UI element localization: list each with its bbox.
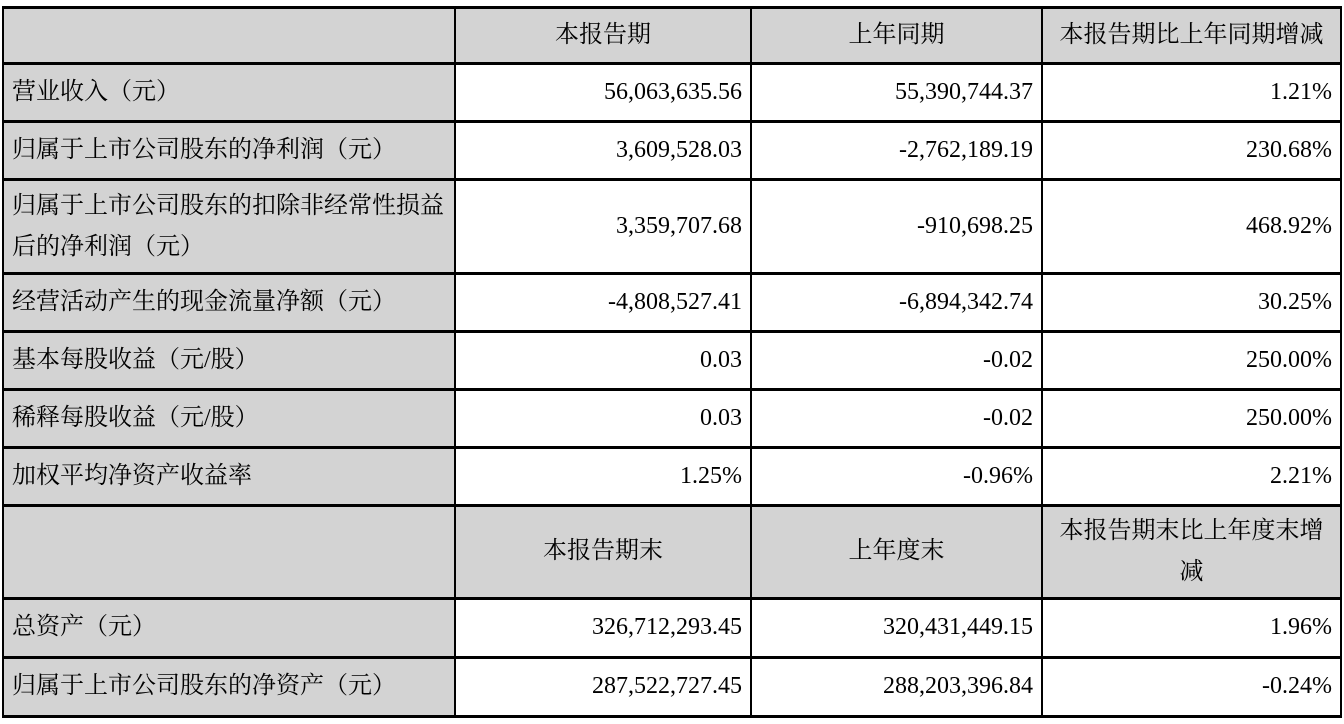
header-prior-period: 上年同期 [751,8,1042,64]
table-row-net-profit [3,122,1341,180]
current-period-end-value: 326,712,293.45 [455,598,751,657]
current-period-value: -4,808,527.41 [455,274,751,332]
prior-period-value: -6,894,342.74 [751,274,1042,332]
change-value: 468.92% [1042,180,1341,274]
prior-period-value: -910,698.25 [751,180,1042,274]
table-row-operating-cash-flow [3,274,1341,332]
current-period-value: 3,609,528.03 [455,122,751,180]
table-row-basic-eps [3,332,1341,390]
metric-label: 经营活动产生的现金流量净额（元） [3,274,455,332]
prior-year-end-value: 288,203,396.84 [751,657,1042,716]
current-period-value: 0.03 [455,390,751,448]
current-period-value: 1.25% [455,448,751,506]
metric-label: 总资产（元） [3,598,455,657]
change-value: 250.00% [1042,332,1341,390]
metric-label: 营业收入（元） [3,64,455,122]
current-period-value: 56,063,635.56 [455,64,751,122]
change-value: 1.96% [1042,598,1341,657]
table-row-total-assets [3,598,1341,657]
prior-period-value: 55,390,744.37 [751,64,1042,122]
metric-label: 归属于上市公司股东的净资产（元） [3,657,455,716]
header-row-period [3,8,1341,64]
table-row-diluted-eps [3,390,1341,448]
change-value: 2.21% [1042,448,1341,506]
prior-year-end-value: 320,431,449.15 [751,598,1042,657]
change-value: 230.68% [1042,122,1341,180]
table-row-net-profit-excl-nonrecurring [3,180,1341,274]
header-period-end-change: 本报告期末比上年度末增减 [1042,506,1341,599]
current-period-value: 3,359,707.68 [455,180,751,274]
financial-summary-table [2,6,1342,718]
prior-period-value: -0.02 [751,332,1042,390]
header-blank-cell [3,8,455,64]
header-row-period-end [3,506,1341,599]
table-row-weighted-avg-roe [3,448,1341,506]
header-blank-cell [3,506,455,599]
prior-period-value: -0.02 [751,390,1042,448]
metric-label: 基本每股收益（元/股） [3,332,455,390]
table-row-net-assets [3,657,1341,716]
metric-label: 稀释每股收益（元/股） [3,390,455,448]
change-value: 30.25% [1042,274,1341,332]
header-period-change: 本报告期比上年同期增减 [1042,8,1341,64]
header-current-period: 本报告期 [455,8,751,64]
header-current-period-end: 本报告期末 [455,506,751,599]
change-value: 250.00% [1042,390,1341,448]
metric-label: 加权平均净资产收益率 [3,448,455,506]
metric-label: 归属于上市公司股东的扣除非经常性损益后的净利润（元） [3,180,455,274]
prior-period-value: -2,762,189.19 [751,122,1042,180]
change-value: 1.21% [1042,64,1341,122]
table-row-revenue [3,64,1341,122]
prior-period-value: -0.96% [751,448,1042,506]
metric-label: 归属于上市公司股东的净利润（元） [3,122,455,180]
current-period-end-value: 287,522,727.45 [455,657,751,716]
current-period-value: 0.03 [455,332,751,390]
header-prior-year-end: 上年度末 [751,506,1042,599]
change-value: -0.24% [1042,657,1341,716]
